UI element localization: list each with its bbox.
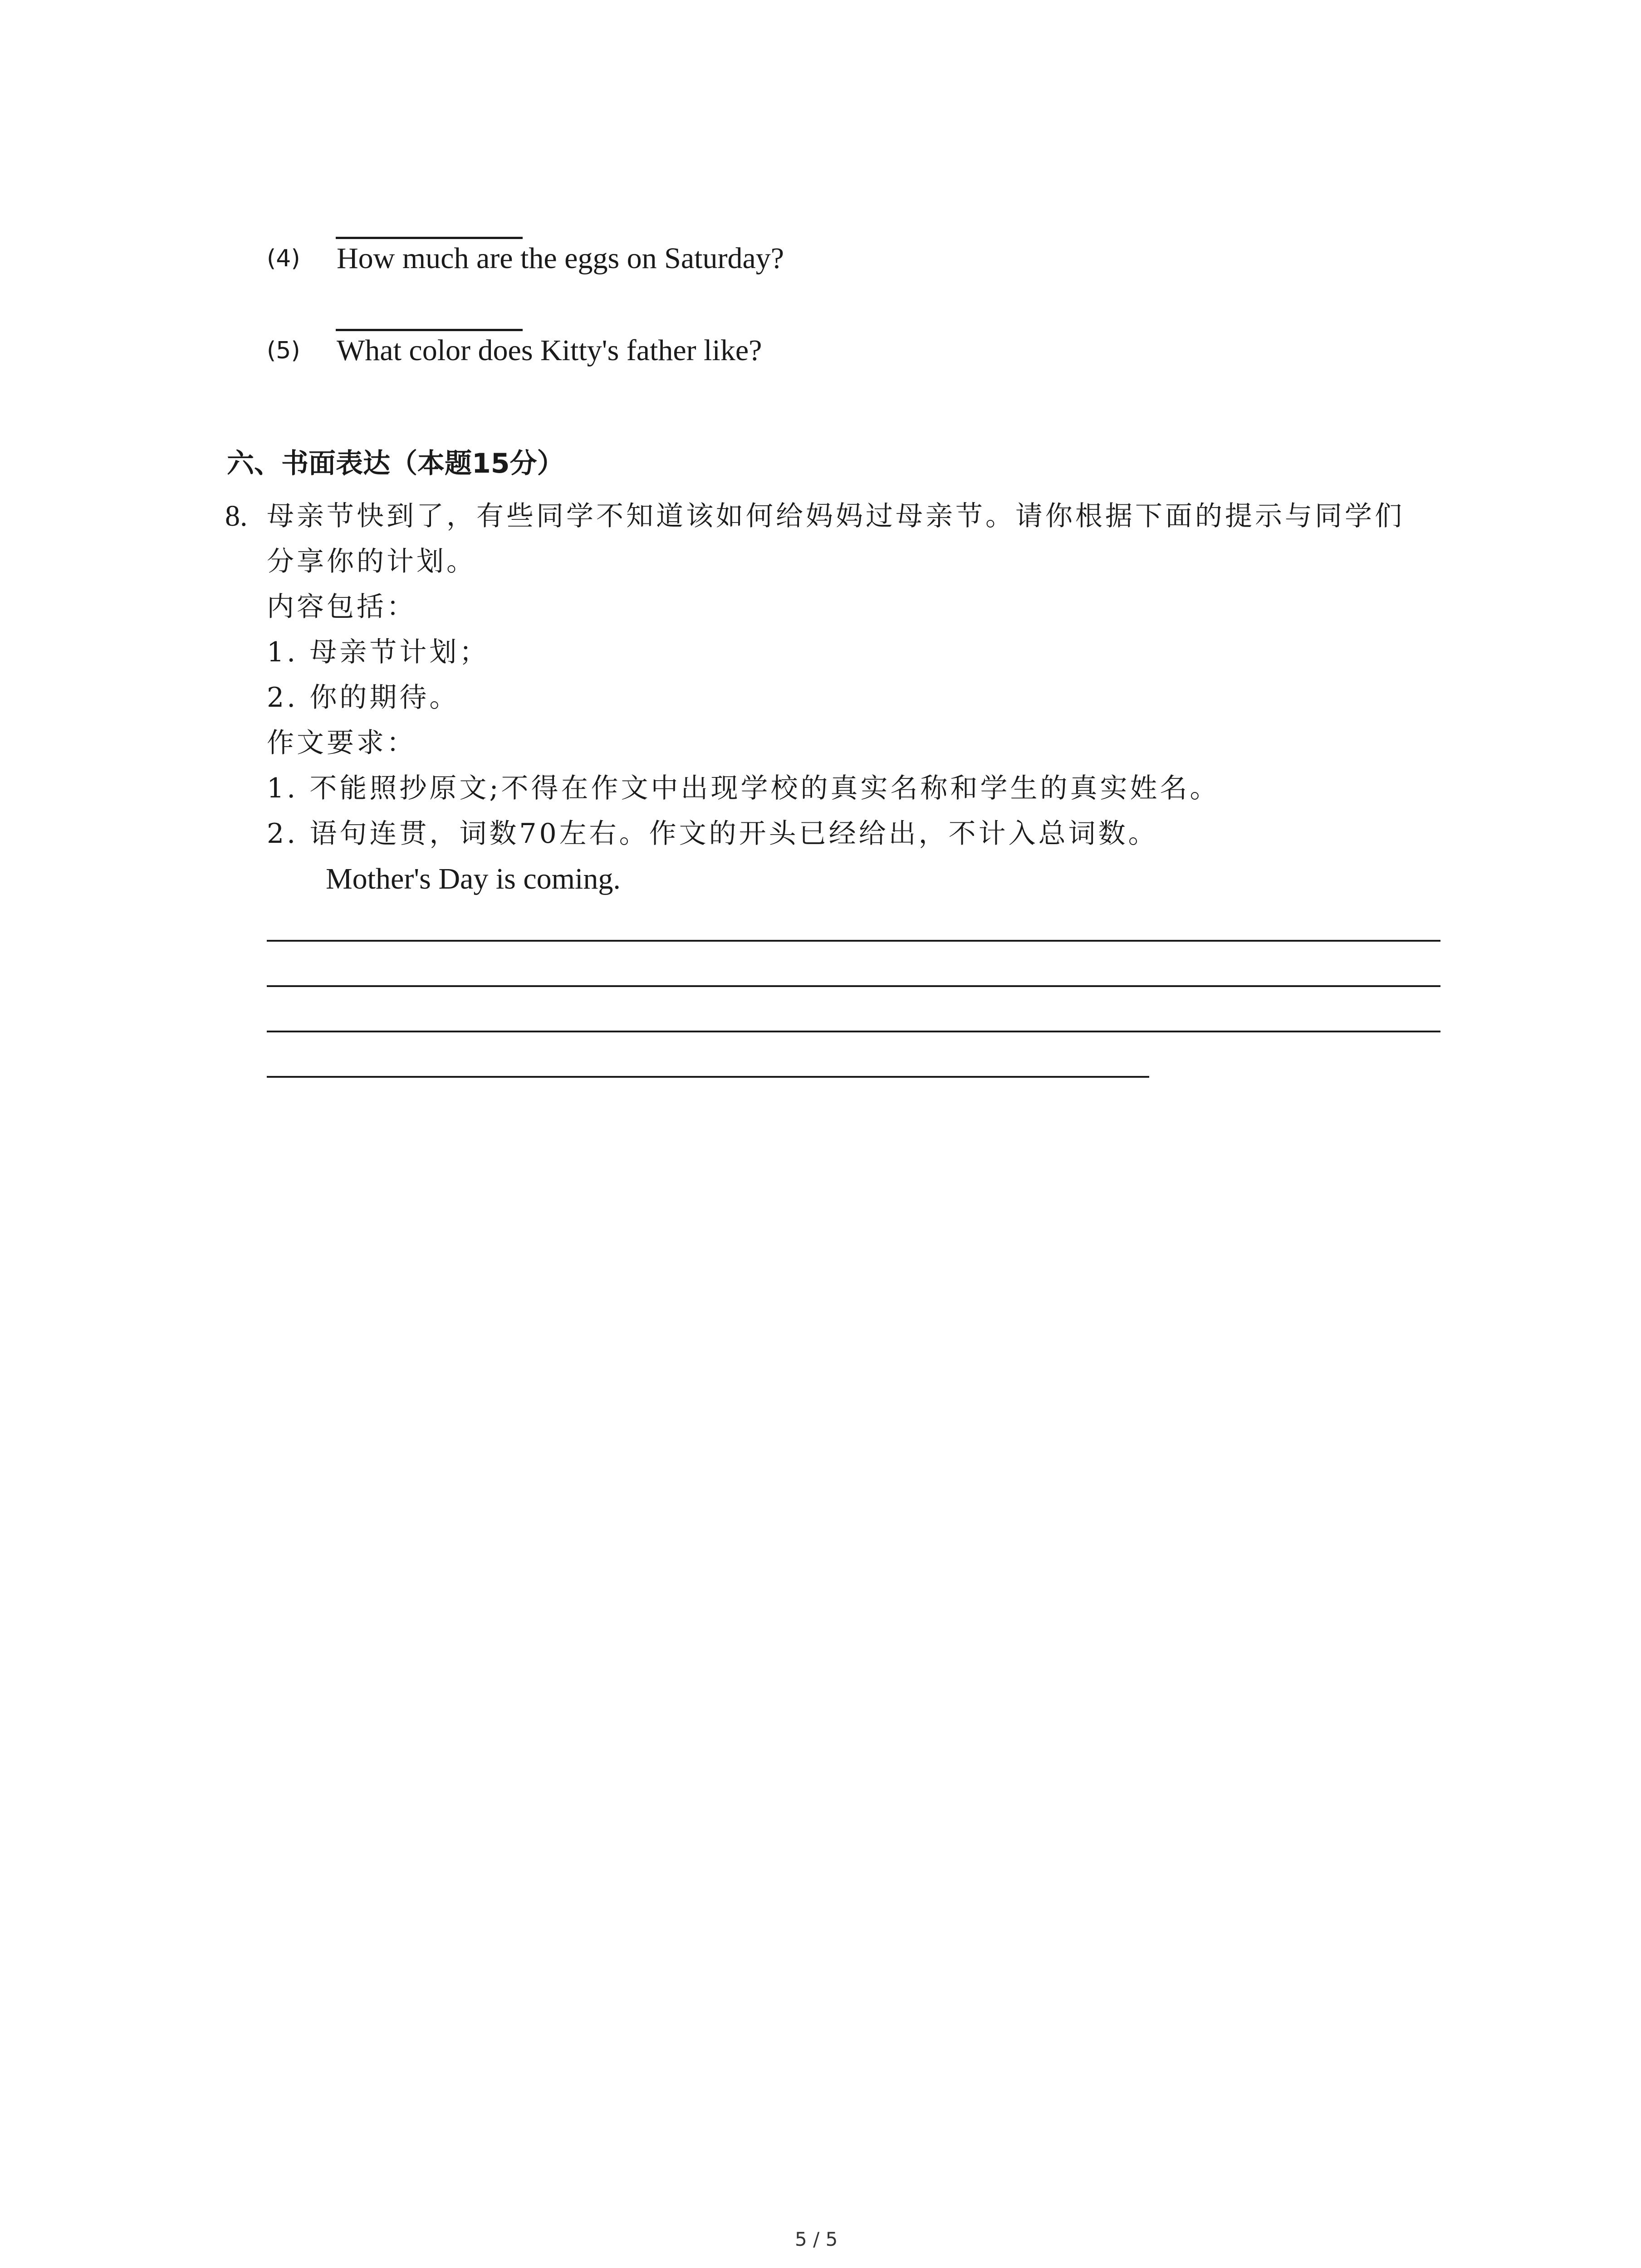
page-number: 5 / 5 bbox=[795, 2228, 838, 2250]
writing-line[interactable] bbox=[267, 985, 1440, 987]
question-text: How much are the eggs on Saturday? bbox=[337, 242, 784, 275]
content-item-2: 2. 你的期待。 bbox=[267, 682, 460, 714]
essay-opening: Mother's Day is coming. bbox=[326, 862, 621, 895]
question-text: What color does Kitty's father like? bbox=[337, 334, 762, 367]
requirements-label: 作文要求： bbox=[267, 727, 416, 759]
writing-line[interactable] bbox=[267, 1076, 1149, 1078]
section-title: 六、书面表达（本题15分） bbox=[227, 448, 564, 479]
writing-line[interactable] bbox=[267, 1031, 1440, 1032]
answer-blank-5[interactable] bbox=[336, 329, 523, 331]
requirement-item-1: 1. 不能照抄原文;不得在作文中出现学校的真实名称和学生的真实姓名。 bbox=[267, 772, 1220, 804]
question-number: (4) bbox=[267, 245, 300, 272]
content-label: 内容包括： bbox=[267, 591, 416, 623]
prompt-line-1: 母亲节快到了，有些同学不知道该如何给妈妈过母亲节。请你根据下面的提示与同学们 bbox=[267, 500, 1405, 532]
writing-line[interactable] bbox=[267, 940, 1440, 942]
prompt-line-2: 分享你的计划。 bbox=[267, 546, 476, 577]
question-index: 8. bbox=[225, 499, 248, 533]
content-item-1: 1. 母亲节计划； bbox=[267, 636, 490, 668]
requirement-item-2: 2. 语句连贯，词数70左右。作文的开头已经给出，不计入总词数。 bbox=[267, 818, 1158, 850]
question-number: (5) bbox=[267, 337, 300, 364]
answer-blank-4[interactable] bbox=[336, 237, 523, 239]
